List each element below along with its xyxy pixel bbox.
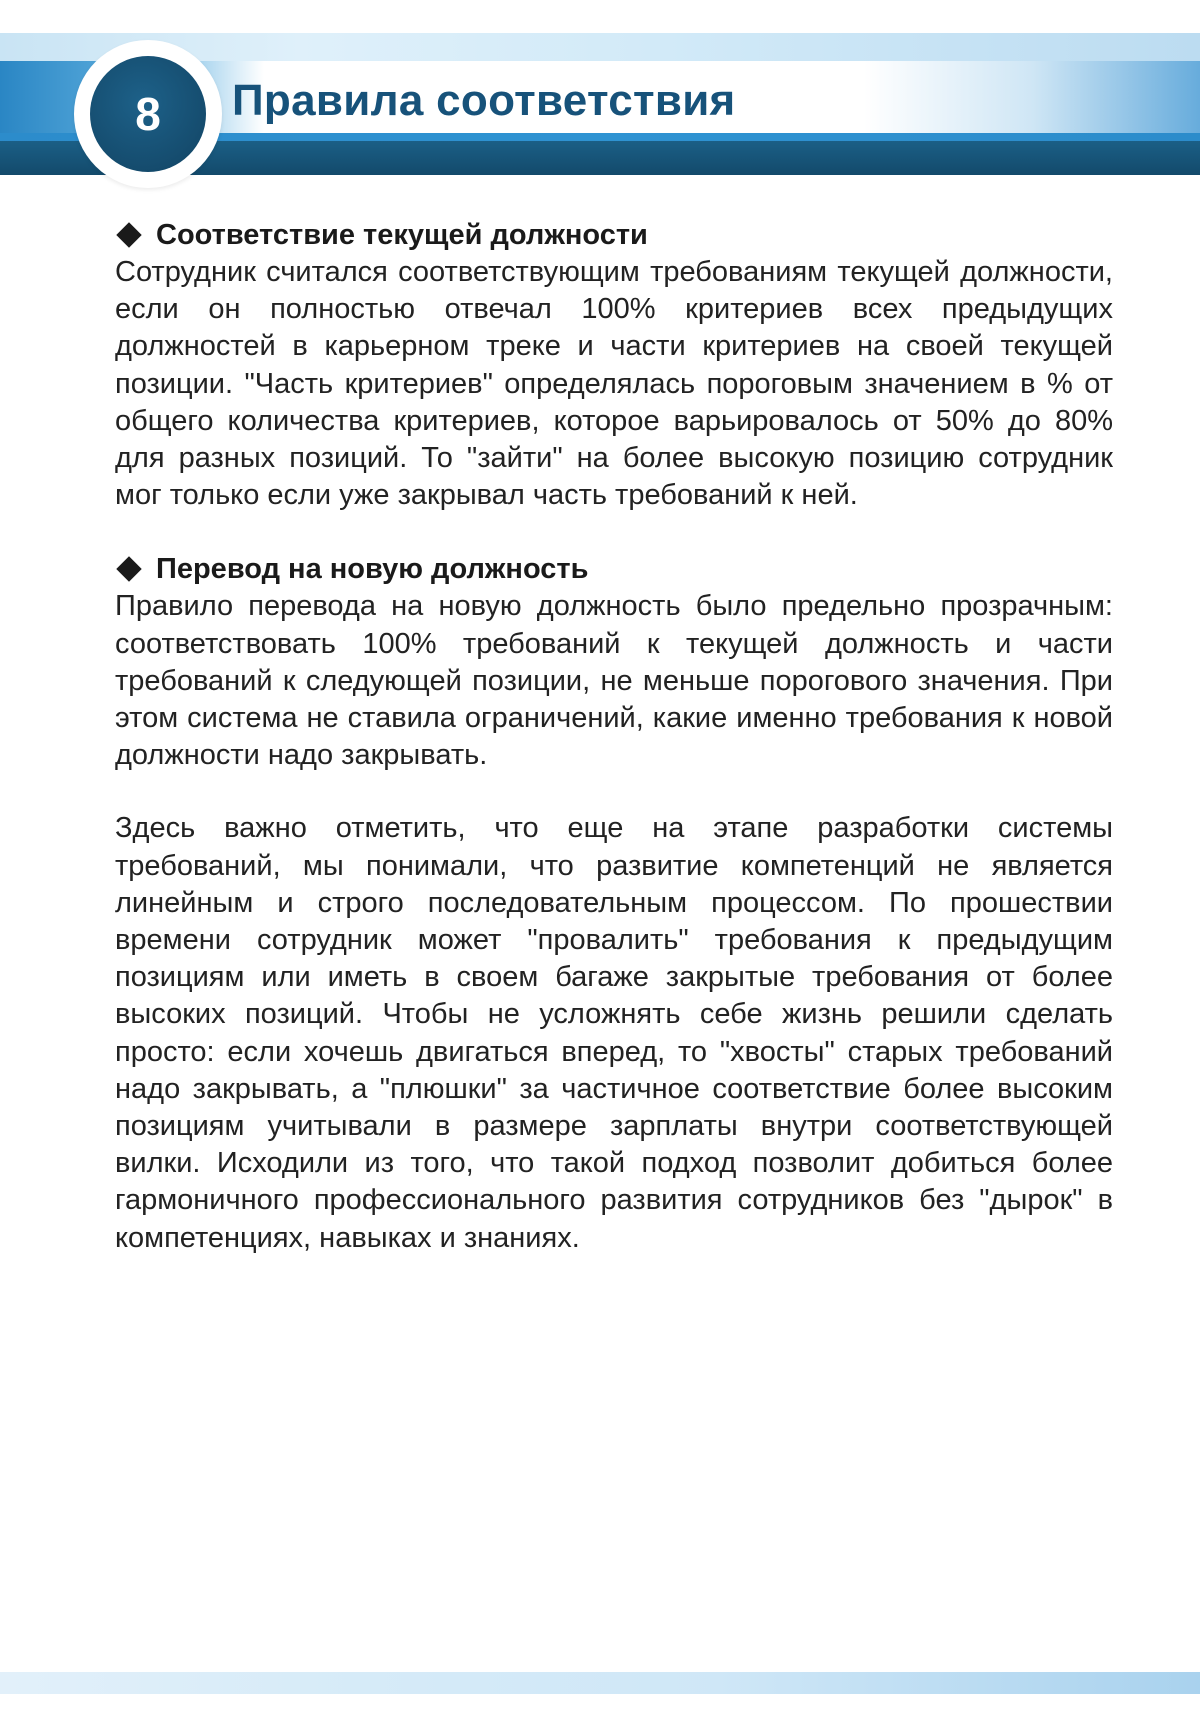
paragraph: Здесь важно отметить, что еще на этапе разработки системы требований, мы понимали, что развитие компетенций не является линейным и строго последовательным процессом. По прошествии времени сотрудник может "провалить" требования к предыдущим позициям или иметь в своем багаже закрытые требования от более высоких позиций. Чтобы не усложнять себе жизнь решили сделать просто: если хочешь двигаться вперед, то "хвосты" старых требований надо закрывать, а "плюшки" за частичное соответствие более высоким позициям учитывали в размере зарплаты внутри соответствующей вилки. Исходили из того, что такой подход позволит добиться более гармоничного профессионального развития сотрудников без "дырок" в компетенциях, навыках и знаниях. xyxy=(115,812,1113,1254)
paragraph: Сотрудник считался соответствующим требованиям текущей должности, если он полностью отвечал 100% критериев всех предыдущих должностей в карьерном треке и части критериев на своей текущей позиции. "Часть критериев" определялась пороговым значением в % от общего количества критериев, которое варьировалось от 50% до 80% для разных позиций. То "зайти" на более высокую позицию сотрудник мог только если уже закрывал часть требований к ней. xyxy=(115,256,1113,512)
document-body xyxy=(115,216,1113,1257)
section-heading-text: Перевод на новую должность xyxy=(156,553,589,586)
section-heading xyxy=(115,550,1113,588)
diamond-bullet-icon xyxy=(116,222,141,247)
section-current-position xyxy=(115,216,1113,514)
footer-band xyxy=(0,1672,1200,1694)
section-heading-text: Соответствие текущей должности xyxy=(156,219,648,251)
page-title: Правила соответствия xyxy=(232,76,736,125)
section-transfer xyxy=(115,550,1113,1256)
diamond-bullet-icon xyxy=(116,557,141,582)
page-number-badge: 8 xyxy=(90,56,206,172)
paragraph: Правило перевода на новую должность было предельно прозрачным: соответствовать 100% требований к текущей должность и части требований к следующей позиции, не меньше порогового значения. При этом система не ставила ограничений, какие именно требования к новой должности надо закрывать. xyxy=(115,590,1113,772)
section-heading xyxy=(115,216,1113,254)
